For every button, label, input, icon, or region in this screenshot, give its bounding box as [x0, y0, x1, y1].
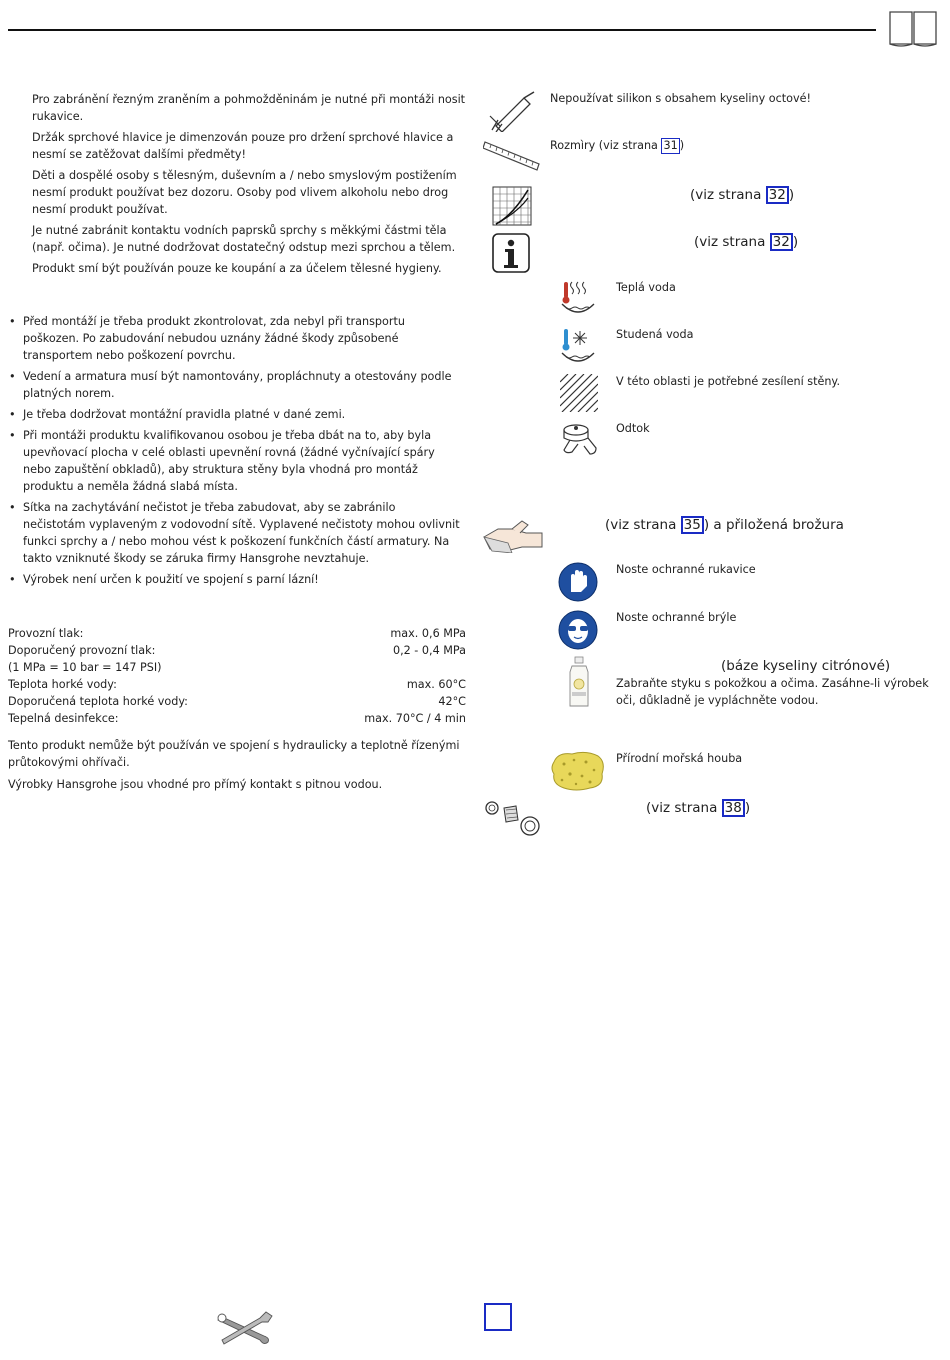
sponge-label: Přírodní mořská houba [616, 752, 743, 765]
tech-row [8, 676, 466, 693]
goggles-sign-icon [558, 610, 598, 650]
tech-notes [8, 737, 466, 797]
citric-title: (báze kyseliny citrónové) [721, 658, 891, 674]
safety-paragraph: Držák sprchové hlavice je dimenzován pouze pro držení sprchové hlavice a nesmí se zatěžovat dalšími předměty! [32, 131, 454, 161]
dimensions-page-link[interactable]: 31 [663, 139, 678, 152]
tech-label: Teplota horké vody: [8, 678, 117, 691]
page-number-box[interactable] [484, 1303, 512, 1331]
close-paren: ) [744, 800, 751, 816]
safety-paragraph: Produkt smí být používán pouze ke koupání a za účelem tělesné hygieny. [32, 262, 442, 275]
installation-item: • Je třeba dodržovat montážní pravidla platné v dané zemi. [9, 406, 461, 423]
tech-row [8, 710, 466, 727]
info-text: (viz strana [694, 234, 770, 250]
flow-page-link[interactable]: 32 [766, 186, 789, 204]
dimensions-text: Rozmìry (viz strana [550, 139, 662, 152]
tech-row [8, 659, 466, 676]
drain-icon [558, 420, 600, 460]
legend-cold-water: Studená voda [616, 328, 694, 341]
tech-label: Tepelná desinfekce: [8, 712, 119, 725]
close-paren: ) [792, 234, 799, 250]
cleaning-page-link[interactable]: 35 [681, 516, 704, 534]
cleaning-suffix: ) a přiložená brožura [703, 517, 844, 533]
installation-item: • Při montáži produktu kvalifikovanou osobou je třeba dbát na to, aby byla upevňovací plocha v celé oblasti upevnění rovná (žádné vyčnívající spáry nebo zapuštění obkladů), aby struktura stěny byla vhodná pro montáž produktu a neměla žádná slabá místa. [9, 427, 461, 495]
tech-label: (1 MPa = 10 bar = 147 PSI) [8, 661, 162, 674]
info-ref [694, 233, 798, 251]
legend-drain: Odtok [616, 422, 650, 435]
installation-item: • Před montáží je třeba produkt zkontrolovat, zda nebyl při transportu poškozen. Po zabudování nebudou uznány žádné škody způsobené transportem nebo poškození povrchu. [9, 313, 461, 364]
tech-label: Doporučený provozní tlak: [8, 644, 156, 657]
tech-value: max. 0,6 MPa [390, 627, 466, 640]
tech-note: Výrobky Hansgrohe jsou vhodné pro přímý kontakt s pitnou vodou. [8, 778, 383, 791]
cleaning-text: (viz strana [605, 517, 681, 533]
info-icon [492, 233, 530, 273]
installation-item: • Vedení a armatura musí být namontovány, propláchnuty a otestovány podle platných norem. [9, 368, 461, 402]
parts-text: (viz strana [646, 800, 722, 816]
flow-text: (viz strana [690, 187, 766, 203]
installation-item: • Výrobek není určen k použití ve spojení s parní lázní! [9, 571, 461, 588]
sponge-icon [550, 748, 606, 792]
installation-section [9, 313, 461, 592]
cleaning-ref [605, 516, 844, 534]
gloves-label: Noste ochranné rukavice [616, 563, 756, 576]
cleaning-hand-icon [482, 515, 544, 553]
gloves-sign-icon [558, 562, 598, 602]
tech-value: max. 60°C [406, 678, 466, 691]
safety-paragraph: Pro zabránění řezným zraněním a pohmožděninám je nutné při montáži nosit rukavice. [32, 93, 466, 123]
tools-icon [216, 1310, 274, 1346]
tech-row [8, 625, 466, 642]
tech-row [8, 693, 466, 710]
close-paren: ) [788, 187, 795, 203]
parts-ref [646, 799, 750, 817]
flow-diagram-icon [492, 186, 532, 226]
legend-wall: V této oblasti je potřebné zesílení stěny. [616, 375, 841, 388]
tech-label: Provozní tlak: [8, 627, 84, 640]
ruler-icon [483, 138, 541, 176]
spare-parts-icon [484, 798, 542, 838]
goggles-label: Noste ochranné brýle [616, 611, 737, 624]
hot-water-icon [558, 280, 598, 320]
flow-ref [690, 186, 794, 204]
tech-value: 42°C [438, 695, 466, 708]
tech-value: 0,2 - 0,4 MPa [392, 644, 466, 657]
tech-row [8, 642, 466, 659]
info-page-link[interactable]: 32 [770, 233, 793, 251]
silicone-gun-icon [488, 90, 538, 132]
tech-label: Doporučená teplota horké vody: [8, 695, 188, 708]
installation-item: • Sítka na zachytávání nečistot je třeba zabudovat, aby se zabránilo nečistotám vyplaveným z vodovodní sítě. Vyplavené nečistoty mohou ovlivnit funkci sprchy a / nebo mohou vést k poškození funkčních částí armatury. Na takto vzniknuté škody se záruka firmy Hansgrohe nevztahuje. [9, 499, 461, 567]
book-icon [888, 8, 938, 48]
safety-paragraph: Je nutné zabránit kontaktu vodních paprsků sprchy s měkkými částmi těla (např. očima). Je nutné dodržovat dostatečný odstup mezi sprchou a tělem. [32, 224, 456, 254]
tech-note: Tento produkt nemůže být používán ve spojení s hydraulicky a teplotně řízenými průtokovými ohřívači. [8, 739, 460, 769]
technical-data [8, 625, 466, 727]
dimensions-ref [550, 137, 930, 154]
citric-warning: Zabraňte styku s pokožkou a očima. Zasáhne-li výrobek oči, důkladně je vypláchněte vodou. [616, 677, 929, 707]
close-paren: ) [679, 139, 685, 152]
wall-hatch-icon [560, 374, 598, 412]
cleaner-bottle-icon [566, 656, 592, 708]
safety-paragraph: Děti a dospělé osoby s tělesným, duševním a / nebo smyslovým postižením nesmí produkt používat bez dozoru. Osoby pod vlivem alkoholu nebo drog nesmí produkt používat. [32, 169, 457, 216]
cold-water-icon [558, 327, 598, 369]
tech-value: max. 70°C / 4 min [364, 712, 466, 725]
silicone-warning: Nepoužívat silikon s obsahem kyseliny octové! [550, 92, 811, 105]
parts-page-link[interactable]: 38 [722, 799, 745, 817]
safety-section [32, 91, 468, 281]
legend-hot-water: Teplá voda [616, 281, 676, 294]
header-rule [8, 29, 876, 31]
